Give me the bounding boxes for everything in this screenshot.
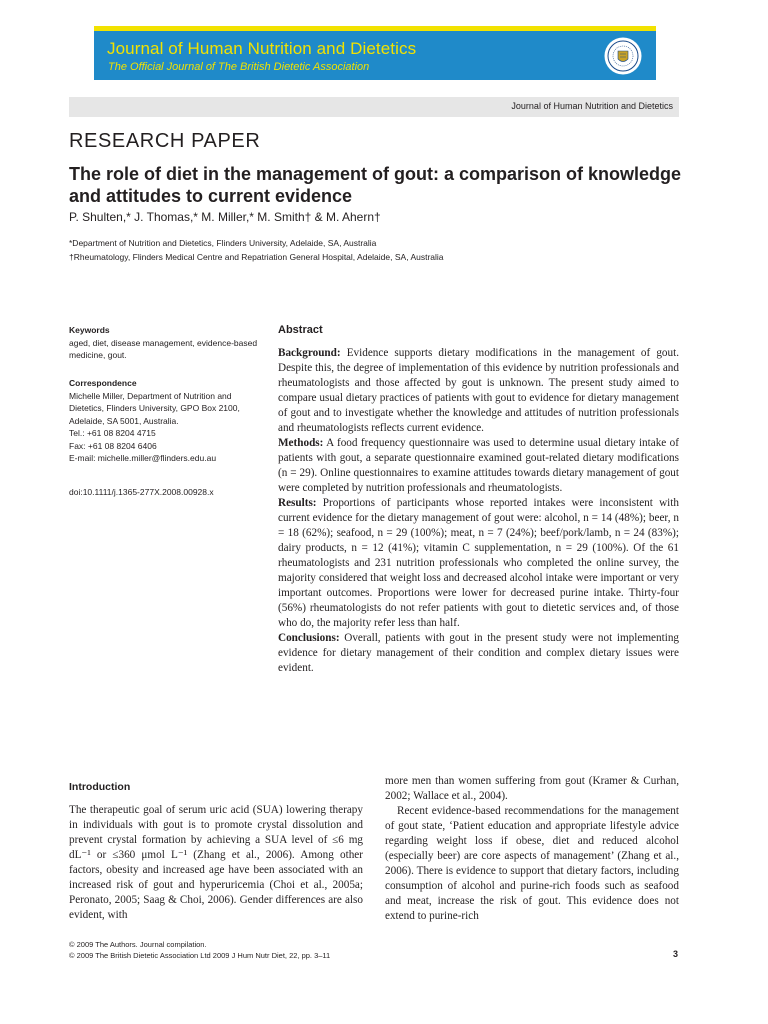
body-paragraph: more men than women suffering from gout (Kramer & Curhan, 2002; Wallace et al., 2004). (385, 775, 679, 802)
correspondence-line: Adelaide, SA 5001, Australia. (69, 415, 179, 426)
copyright-line: © 2009 The British Dietetic Association Ltd 2009 J Hum Nutr Diet, 22, pp. 3–11 (69, 950, 331, 960)
body-paragraph: The therapeutic goal of serum uric acid (SUA) lowering therapy in individuals with gout is to promote crystal dissolution and prevent crystal formation by achieving a SUA level of ≤6 mg dL⁻¹ or ≤360 μmol L⁻¹ (Zhang et al., 2006). Among other factors, obesity and increased age have been associated with an increased risk of gout and hyperuricemia (Choi et al., 2005a; Peronato, 2005; Saag & Choi, 2006). Gender differences are also evident, with (69, 804, 363, 921)
abstract-body (278, 346, 679, 676)
running-header-text: Journal of Human Nutrition and Dietetics (511, 101, 673, 111)
keywords-text: aged, diet, disease management, evidence-based medicine, gout. (69, 337, 258, 360)
author-list: P. Shulten,* J. Thomas,* M. Miller,* M. Smith† & M. Ahern† (69, 210, 381, 224)
article-type: RESEARCH PAPER (69, 130, 261, 152)
abstract-conclusions: Conclusions: Overall, patients with gout in the present study were not implementing evidence for dietary management of their condition and complex dietary issues were evident. (278, 632, 680, 674)
body-column-left (69, 803, 363, 923)
abstract-results: Results: Proportions of participants whose reported intakes were inconsistent with current evidence for the dietary management of gout were: alcohol, n = 14 (48%); beer, n = 18 (62%); seafood, n = 29 (100%); meat, n = 7 (24%); beef/pork/lamb, n = 24 (83%); dairy products, n = 12 (41%); vitamin C supplementation, n = 29 (100%). Of the 61 rheumatologists and 231 nutrition professionals who completed the online survey, the majority considered that weight loss and decreased alcohol intake were important or very important outcomes. Proportions were lower for decreased purine intake. Thirty-four (56%) rheumatologists do not refer patients with gout to dietetic services and, of those who do, the majority refer less than half. (278, 497, 679, 629)
article-title: The role of diet in the management of gout: a comparison of knowledge and attitudes to current evidence (69, 164, 682, 206)
body-column-right (385, 774, 679, 924)
journal-name: Journal of Human Nutrition and Dietetics (107, 39, 417, 58)
affiliation-2: †Rheumatology, Flinders Medical Centre and Repatriation General Hospital, Adelaide, SA, Australia (69, 252, 444, 262)
affiliation-1: *Department of Nutrition and Dietetics, Flinders University, Adelaide, SA, Australia (69, 238, 377, 248)
copyright-footer (69, 940, 330, 961)
running-header (69, 97, 679, 117)
abstract-heading: Abstract (278, 324, 323, 336)
keywords-label: Keywords (69, 325, 110, 335)
journal-banner (94, 31, 656, 80)
body-paragraph: Recent evidence-based recommendations for the management of gout state, ‘Patient education and appropriate lifestyle advice regarding weight loss if obese, diet and reduced alcohol (especially beer) are core aspects of management’ (Zhang et al., 2006). There is evidence to support that dietary factors, including consumption of alcohol and purine-rich foods such as seafood and meat, increase the risk of gout. This evidence does not extend to purine-rich (385, 805, 679, 922)
correspondence-email: E-mail: michelle.miller@flinders.edu.au (69, 453, 217, 463)
abstract-methods: Methods: A food frequency questionnaire was used to determine usual dietary intake of patients with gout, a separate questionnaire examined gout-related dietary modifications (n = 29). Online questionnaires to examine attitudes towards dietary management of gout were completed by nutrition professionals and rheumatologists. (278, 437, 679, 494)
doi: doi:10.1111/j.1365-277X.2008.00928.x (69, 487, 214, 497)
page-number: 3 (672, 949, 678, 959)
correspondence-line: Dietetics, Flinders University, GPO Box 2100, (69, 403, 240, 413)
journal-subtitle: The Official Journal of The British Dietetic Association (108, 61, 370, 73)
copyright-line: © 2009 The Authors. Journal compilation. (69, 940, 207, 949)
keywords-block (69, 324, 269, 362)
abstract-background: Background: Evidence supports dietary modifications in the management of gout. Despite this, the degree of implementation of this evidence by nutrition professionals and rheumatologists and those affected by gout is unknown. The present study aimed to compare usual dietary practices of patients with gout to evidence for dietary management of gout and to investigate whether the knowledge and attitudes of nutrition professionals and rheumatologists reflects current evidence. (278, 347, 680, 434)
section-heading-introduction: Introduction (69, 781, 131, 793)
correspondence-label: Correspondence (69, 378, 137, 388)
correspondence-line: Michelle Miller, Department of Nutrition and (69, 390, 232, 401)
correspondence-line: Fax: +61 08 8204 6406 (69, 440, 157, 451)
correspondence-block (69, 377, 269, 465)
correspondence-line: Tel.: +61 08 8204 4715 (69, 428, 156, 438)
association-seal-icon (604, 37, 642, 75)
